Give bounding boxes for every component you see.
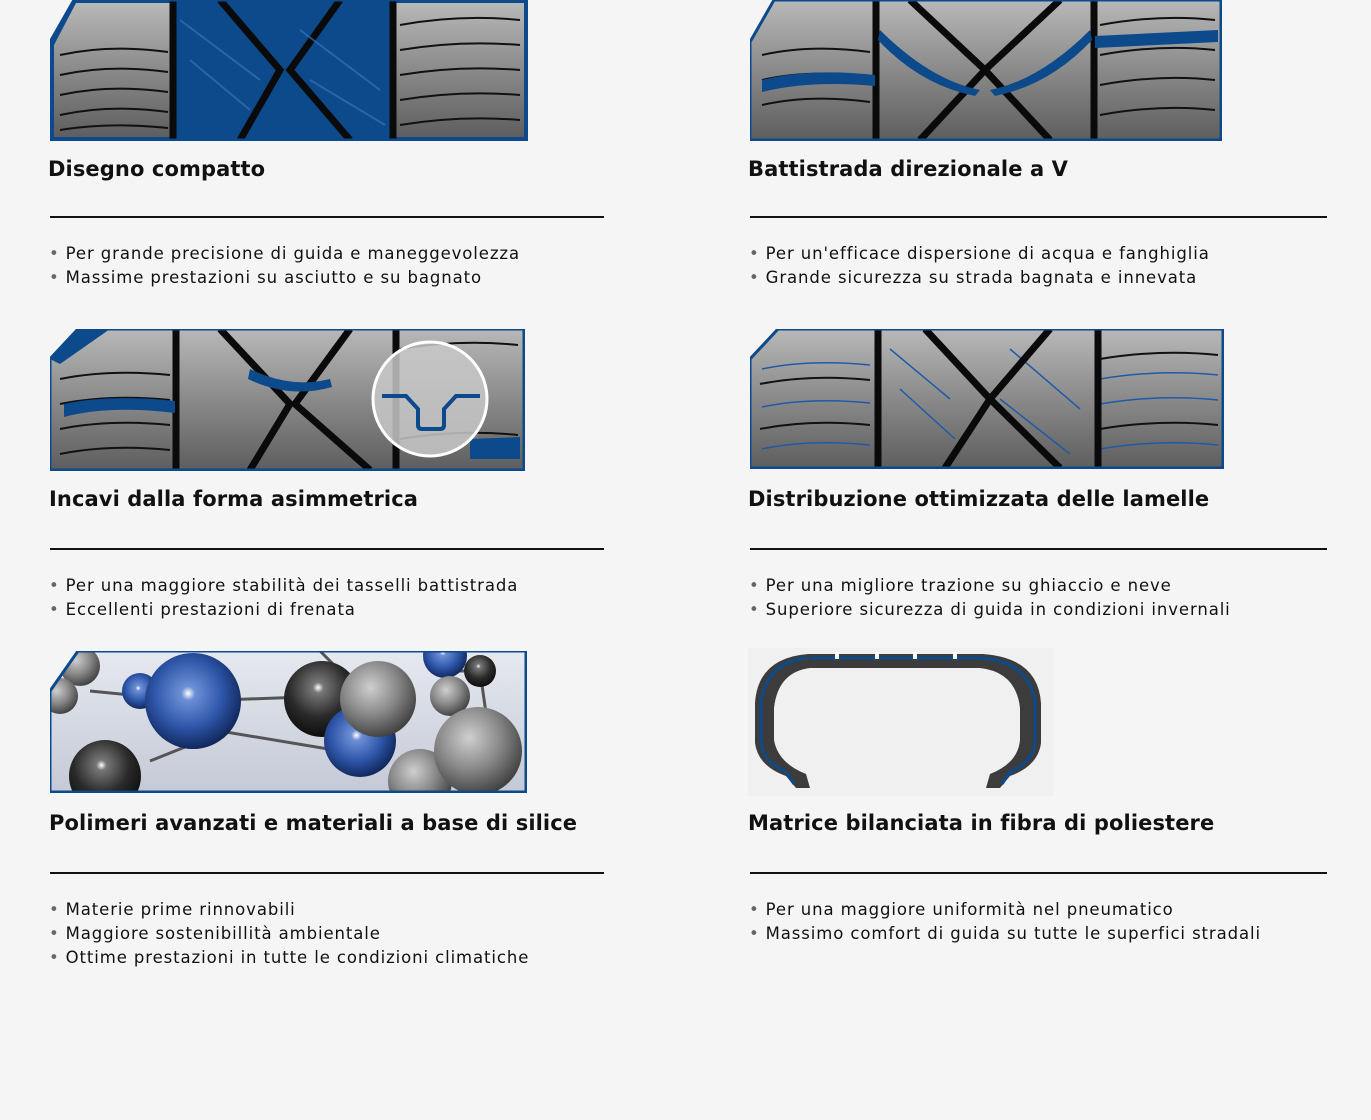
- tread-image-compact: [50, 0, 528, 141]
- bullet-item: • Massime prestazioni su asciutto e su bagnato: [49, 266, 520, 290]
- feature-bullets-sipes: [749, 574, 1231, 622]
- asymmetric-groove-icon: [50, 329, 525, 471]
- bullet-item: • Grande sicurezza su strada bagnata e innevata: [749, 266, 1210, 290]
- bullet-item: • Per grande precisione di guida e maneggevolezza: [49, 242, 520, 266]
- feature-title-asymmetric: Incavi dalla forma asimmetrica: [49, 487, 419, 511]
- bullet-item: • Per una migliore trazione su ghiaccio e neve: [749, 574, 1231, 598]
- feature-title-v-shape: Battistrada direzionale a V: [748, 157, 1069, 181]
- bullet-item: • Maggiore sostenibillità ambientale: [49, 922, 529, 946]
- molecule-image: [50, 651, 527, 793]
- compact-tread-pattern-icon: [50, 0, 528, 141]
- feature-bullets-v-shape: [749, 242, 1210, 290]
- bullet-item: • Per una maggiore stabilità dei tasselli battistrada: [49, 574, 518, 598]
- feature-bullets-polyester: [749, 898, 1261, 946]
- divider: [50, 216, 604, 218]
- tire-cross-section-image: [748, 648, 1053, 796]
- tread-image-v-shape: [750, 0, 1222, 141]
- bullet-item: • Per una maggiore uniformità nel pneumatico: [749, 898, 1261, 922]
- bullet-item: • Ottime prestazioni in tutte le condizioni climatiche: [49, 946, 529, 970]
- divider: [50, 872, 604, 874]
- v-shaped-tread-icon: [750, 0, 1222, 141]
- bullet-item: • Superiore sicurezza di guida in condizioni invernali: [749, 598, 1231, 622]
- bullet-item: • Materie prime rinnovabili: [49, 898, 529, 922]
- feature-title-sipes: Distribuzione ottimizzata delle lamelle: [748, 487, 1210, 511]
- feature-title-polyester: Matrice bilanciata in fibra di poliestere: [748, 811, 1215, 835]
- feature-bullets-polymers: [49, 898, 529, 970]
- tire-cross-section-icon: [748, 648, 1053, 796]
- divider: [750, 548, 1327, 550]
- feature-title-compact: Disegno compatto: [48, 157, 266, 181]
- tread-image-asymmetric: [50, 329, 525, 471]
- tread-image-sipes: [750, 329, 1224, 469]
- feature-title-polymers: Polimeri avanzati e materiali a base di silice: [49, 811, 578, 835]
- divider: [750, 872, 1327, 874]
- divider: [750, 216, 1327, 218]
- bullet-item: • Per un'efficace dispersione di acqua e fanghiglia: [749, 242, 1210, 266]
- divider: [50, 548, 604, 550]
- feature-bullets-compact: [49, 242, 520, 290]
- silica-molecule-icon: [50, 651, 527, 793]
- bullet-item: • Massimo comfort di guida su tutte le superfici stradali: [749, 922, 1261, 946]
- bullet-item: • Eccellenti prestazioni di frenata: [49, 598, 518, 622]
- feature-bullets-asymmetric: [49, 574, 518, 622]
- sipe-distribution-icon: [750, 329, 1224, 469]
